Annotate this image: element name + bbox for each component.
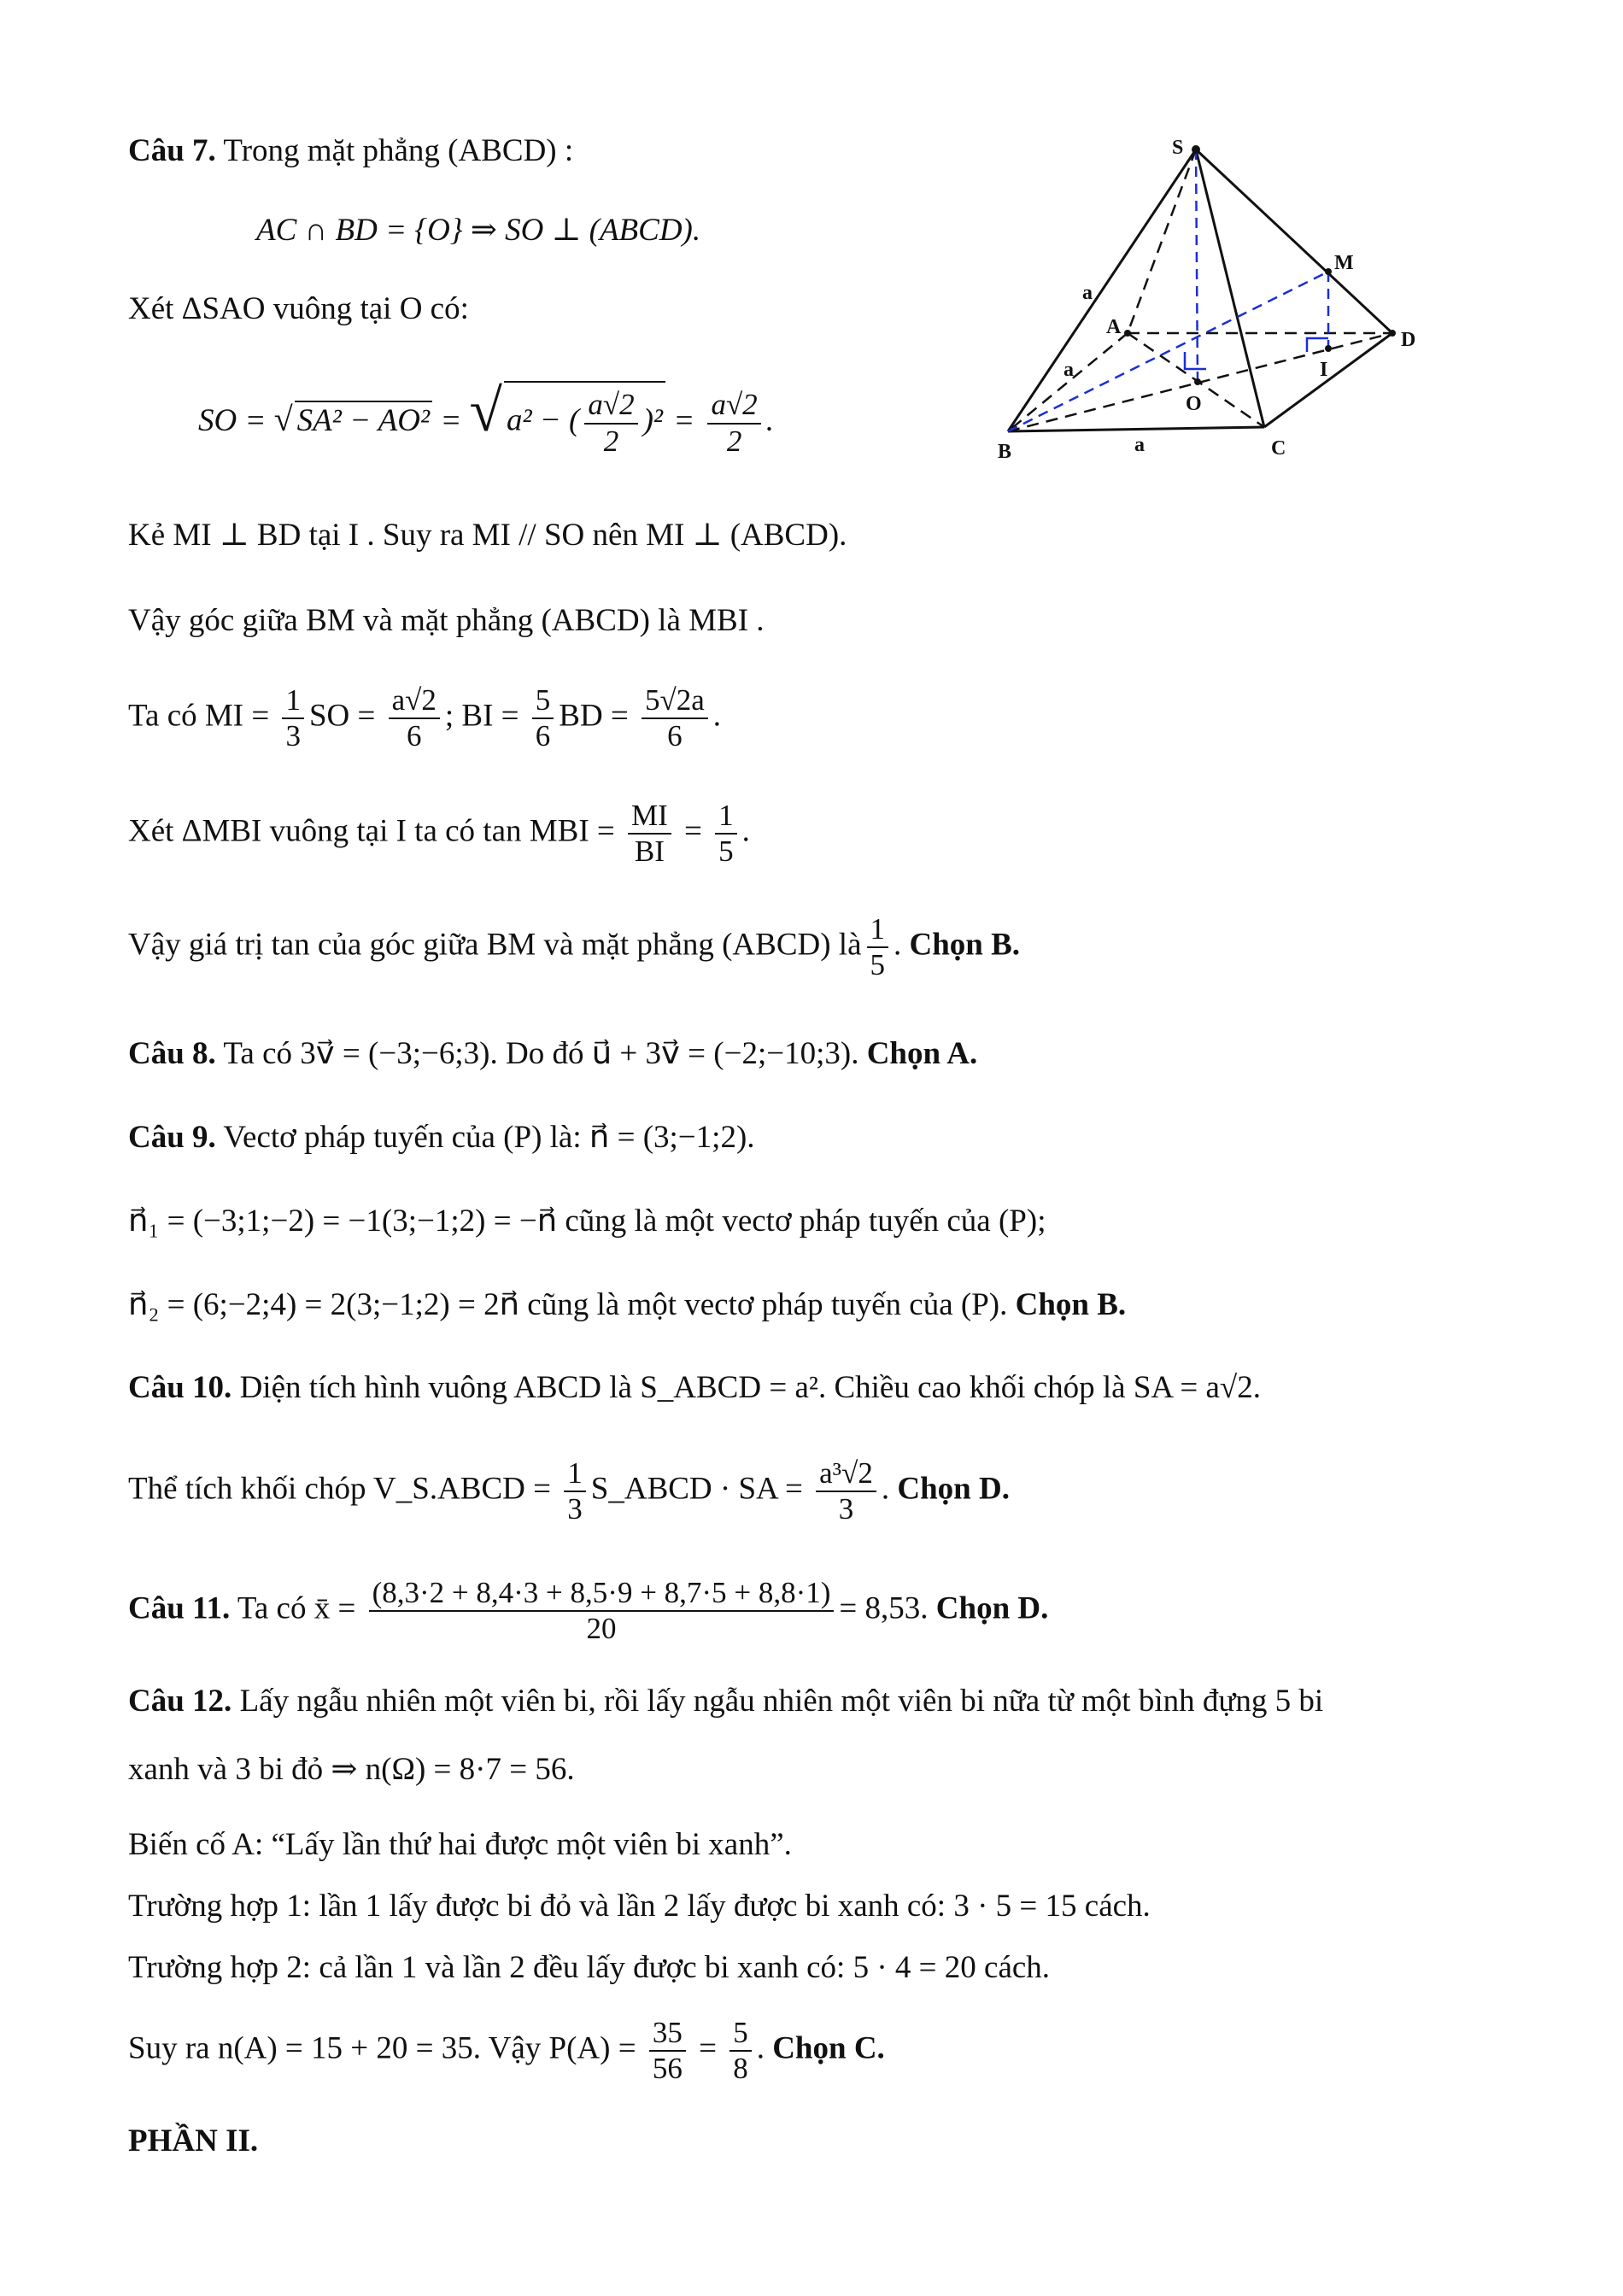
frac-num: (8,3·2 + 8,4·3 + 8,5·9 + 8,7·5 + 8,8·1) (369, 1576, 835, 1612)
q7-line1-text: Trong mặt phẳng (ABCD) : (223, 133, 574, 168)
q7-so-formula: SO = √ SA² − AO² = √ a² − ( $\frac{a√2}{2}$ )² = $\frac{a√2}{2}$ . (198, 378, 774, 458)
q12-head: Câu 12. (128, 1684, 232, 1719)
right-angle-O (1185, 352, 1206, 369)
pyramid-figure (982, 128, 1427, 470)
dot: . (881, 1471, 890, 1507)
point-S (1192, 145, 1200, 154)
frac-den: 6 (535, 719, 551, 753)
so-rad2b: )² (642, 403, 663, 438)
q12-l6a: Suy ra n(A) = 15 + 20 = 35. Vậy P(A) = (128, 2030, 644, 2066)
dot: . (756, 2030, 765, 2066)
q12-line5: Trường hợp 2: cả lần 1 và lần 2 đều lấy được bi xanh có: 5 · 4 = 20 cách. (128, 1950, 1051, 1985)
segment-BM (1008, 272, 1328, 431)
label-I: I (1320, 359, 1328, 381)
q7-answer: Chọn B. (909, 927, 1021, 963)
q12-l1: Lấy ngẫu nhiên một viên bi, rồi lấy ngẫu nhiên một viên bi nữa từ một bình đựng 5 bi (239, 1684, 1324, 1719)
eq: = (676, 813, 711, 849)
edge-SA (1128, 149, 1196, 333)
frac-den: 5 (718, 835, 734, 869)
q9-l1: Vectơ pháp tuyến của (P) là: n⃗ = (3;−1;2). (223, 1120, 755, 1155)
q10-l1: Diện tích hình vuông ABCD là S_ABCD = a². Chiều cao khối chóp là SA = a√2. (239, 1370, 1261, 1405)
frac-num: 1 (564, 1456, 586, 1492)
point-M (1325, 268, 1332, 275)
label-B: B (998, 441, 1012, 463)
frac-num: 5√2a (642, 683, 708, 719)
q7-head: Câu 7. (128, 133, 216, 168)
frac-den: 3 (838, 1492, 854, 1526)
frac-num: a√2 (389, 683, 440, 719)
so-eq2: = (665, 403, 703, 438)
part2-heading: PHẦN II. (128, 2123, 259, 2158)
frac-den: 6 (667, 719, 683, 753)
label-a-SA: a (1082, 282, 1093, 304)
frac-num: 35 (649, 2016, 686, 2052)
dot: . (741, 813, 750, 849)
q10-l2a: Thể tích khối chóp V_S.ABCD = (128, 1471, 560, 1507)
frac-den: 2 (726, 424, 742, 458)
so-rad1: SA² − AO² (295, 401, 432, 440)
l9a: Vậy giá trị tan của góc giữa BM và mặt phẳng (ABCD) là (128, 927, 862, 963)
q8-answer: Chọn A. (866, 1036, 978, 1071)
q9-l3: n⃗₂ = (6;−2;4) = 2(3;−1;2) = 2n⃗ cũng là một vectơ pháp tuyến của (P). (128, 1287, 1008, 1322)
frac-num: 1 (715, 799, 737, 835)
edge-SC (1196, 149, 1264, 427)
so-lhs: SO = (198, 403, 274, 438)
q12-line2: xanh và 3 bi đỏ ⇒ n(Ω) = 8·7 = 56. (128, 1752, 575, 1787)
label-S: S (1172, 137, 1184, 159)
edge-BC (1008, 427, 1264, 431)
q10-line1 (128, 1369, 1261, 1407)
q10-answer: Chọn D. (897, 1471, 1010, 1507)
q7-line6: Vậy góc giữa BM và mặt phẳng (ABCD) là MBI . (128, 603, 765, 638)
frac-num: a√2 (584, 388, 637, 424)
frac-num: 5 (729, 2016, 752, 2052)
q12-line3: Biến cố A: “Lấy lần thứ hai được một viên bi xanh”. (128, 1827, 792, 1862)
frac-num: 1 (867, 912, 889, 948)
l7a: Ta có MI = (128, 698, 278, 734)
l7c: ; BI = (444, 698, 527, 734)
q11-head: Câu 11. (128, 1590, 231, 1626)
frac-num: 5 (532, 683, 554, 719)
frac-num: a√2 (707, 388, 760, 424)
frac-den: 6 (407, 719, 422, 753)
frac-num: a³√2 (816, 1456, 876, 1492)
frac-num: MI (628, 799, 671, 835)
q8-line (128, 1035, 977, 1073)
label-M: M (1334, 252, 1354, 274)
q7-line5: Kẻ MI ⊥ BD tại I . Suy ra MI // SO nên MI ⊥ (ABCD). (128, 518, 847, 553)
frac-den: BI (634, 835, 665, 869)
q11-answer: Chọn D. (935, 1590, 1049, 1626)
q9-line2: n⃗₁ = (−3;1;−2) = −1(3;−1;2) = −n⃗ cũng là một vectơ pháp tuyến của (P); (128, 1204, 1046, 1239)
frac-den: 3 (285, 719, 301, 753)
point-O (1194, 378, 1201, 385)
q11-rhs: = 8,53. (839, 1590, 929, 1626)
frac-den: 8 (733, 2052, 748, 2086)
q10-head: Câu 10. (128, 1370, 232, 1405)
edge-SB (1008, 149, 1196, 431)
height-SO (1196, 149, 1198, 382)
eq: = (690, 2030, 725, 2066)
label-O: O (1186, 393, 1202, 415)
frac-num: 1 (282, 683, 304, 719)
frac-den: 3 (567, 1492, 583, 1526)
q9-line1 (128, 1119, 755, 1157)
q9-head: Câu 9. (128, 1120, 216, 1155)
q7-line7 (128, 683, 721, 754)
q7-line9 (128, 912, 1020, 983)
point-I (1325, 345, 1332, 352)
q9-line3 (128, 1286, 1126, 1324)
l8a: Xét ΔMBI vuông tại I ta có tan MBI = (128, 813, 624, 849)
frac-den: 20 (586, 1612, 617, 1646)
point-D (1389, 330, 1396, 337)
label-a-BC: a (1134, 434, 1145, 456)
q12-line1 (128, 1683, 1323, 1720)
right-angle-I (1307, 338, 1328, 352)
frac-den: 56 (652, 2052, 683, 2086)
label-a-AB: a (1063, 359, 1074, 381)
label-D: D (1401, 329, 1416, 351)
dot: . (712, 698, 722, 734)
dot: . (894, 927, 902, 963)
so-rad2a: a² − ( (506, 403, 580, 438)
q8-head: Câu 8. (128, 1036, 216, 1071)
so-eq: = (432, 403, 470, 438)
q10-line2 (128, 1456, 1010, 1527)
point-A (1124, 330, 1131, 337)
q11-lhs: Ta có x̄ = (237, 1590, 364, 1626)
l7b: SO = (308, 698, 384, 734)
dot: . (765, 403, 774, 438)
q7-line8 (128, 799, 750, 870)
q10-l2b: S_ABCD · SA = (590, 1471, 812, 1507)
frac-den: 5 (870, 948, 885, 982)
frac-den: 2 (603, 424, 619, 458)
label-A: A (1106, 316, 1122, 338)
q7-line2: AC ∩ BD = {O} ⇒ SO ⊥ (ABCD). (256, 213, 701, 248)
label-C: C (1271, 437, 1286, 460)
edge-SD (1196, 149, 1392, 333)
q11-line (128, 1576, 1048, 1647)
q8-text: Ta có 3v⃗ = (−3;−6;3). Do đó u⃗ + 3v⃗ = (−2;−10;3). (223, 1036, 859, 1071)
q12-line4: Trường hợp 1: lần 1 lấy được bi đỏ và lần 2 lấy được bi xanh có: 3 · 5 = 15 cách. (128, 1889, 1151, 1924)
q9-answer: Chọn B. (1015, 1287, 1127, 1322)
q12-line6 (128, 2016, 885, 2087)
l7d: BD = (559, 698, 637, 734)
q7-line3: Xét ΔSAO vuông tại O có: (128, 291, 469, 326)
q12-answer: Chọn C. (772, 2030, 885, 2066)
q7-line1 (128, 132, 573, 170)
